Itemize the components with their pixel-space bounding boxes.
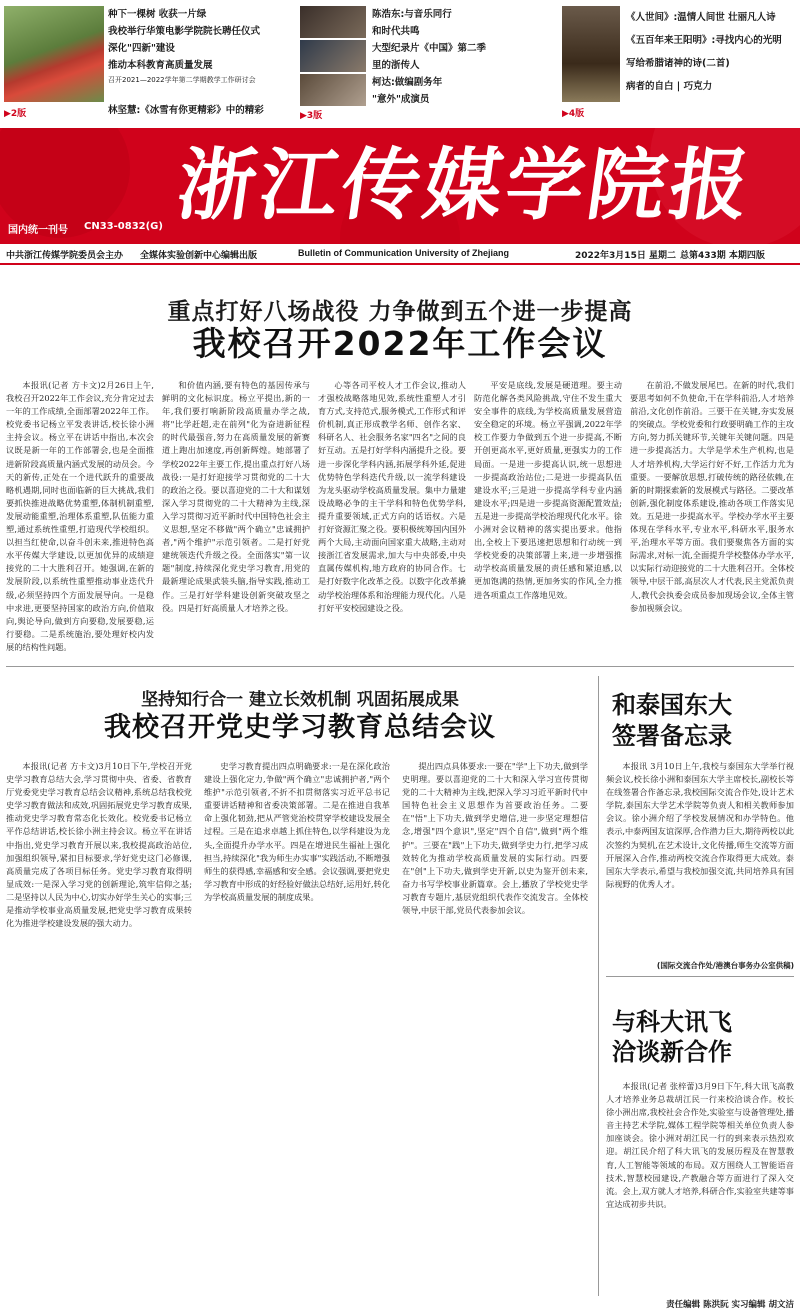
divider (598, 676, 599, 1296)
party-col-3 (402, 760, 588, 1296)
hetai-credit: (国际交流合作处/港澳台事务办公室供稿) (656, 961, 794, 970)
preview-photo-tree-planting (4, 6, 104, 102)
masthead-title: 浙江传媒学院报 (171, 140, 759, 231)
issue-date: 2022年3月15日 星期二 (575, 251, 676, 261)
article-text: 在前沿,不做发展尾巴。在新的时代,我们要思考如何不负使命,干在学科前沿,人才培养前沿,文化创作前沿。三要干在关键,夯实发展的突破点。学校党委和行政要明确工作的主攻方向,努力抓关键环节,关键年关键问题。四是进一步提高活力。大学是学术生产机构,也是人才培养机构,大学运行好不好,工作活力尤为重要。一要解放思想,打破传统的路径依赖,在新的时期探索新的发展模式与路径。二要改革创新,强化制度体系建设,推动各项工作落实见效。五是进一步提高水平。学校办学水平主要体现在学科水平,专业水平,科研水平,服务水平,治理水平等方面。我们要聚焦各方面的实际需求,对标一流,全面提升学校整体办学水平,以实际行动迎接党的二十大胜利召开。全体校领导,中层干部,高层次人才代表,民主党派负责人,教代会执委会成员参加现场会议,全体主管参加视频会议。 (630, 380, 794, 613)
cn-number: CN33-0832(G) (84, 221, 163, 232)
preview-headline[interactable]: 病者的自白 | 巧克力 (626, 81, 713, 92)
preview-photo-screenwriter (300, 74, 366, 106)
preview-middle[interactable] (300, 6, 540, 120)
page-tag-3[interactable]: ▶3版 (300, 111, 323, 120)
article-text: 本报讯(记者 方卡文)3月10日下午,学校召开党史学习教育总结大会,学习贯彻中央、省委、省教育厅党委党史学习教育总结会议精神,系统总结我校党史学习教育做法和成效,巩固拓展党史学习教育成果,推动党史学习教育常态化长效化。校党委书记杨立平作总结讲话,校长徐小洲主持会议。杨立平在讲话中指出,党史学习教育开展以来,我校提高政治站位,加强组织领导,紧扣目标要求,学好党史这门必修课,高质量完成了各项目标任务。党史学习教育取得明显成效:一是深入学习党的创新理论,筑牢信仰之基;二是坚持以人民为中心,切实办好学生关心的实事;三是推动学校事业高质量发展,把党史学习教育成果转化为推进学校建设发展的强大动力。 (6, 761, 192, 929)
lead-col-1 (6, 379, 154, 659)
page-tag-label: 4版 (568, 109, 585, 119)
preview-headline[interactable]: 林坚慧:《冰雪有你更精彩》中的精彩 (108, 105, 264, 116)
issue-number: 总第433期 本期四版 (680, 251, 765, 261)
english-title: Bulletin of Communication University of Zhejiang (298, 248, 510, 258)
issue-label: 国内统一刊号 (8, 225, 68, 236)
article-text: 心等各司平校人才工作会议,推动人才强校战略落地见效,系统性重塑人才引育方式,支持范式,服务模式,工作形式和评价机制,真正形成教学名师、创作名家、科研名人、社会服务名家"四名"之间的良好互动。五是打好学科内涵提升之役。要进一步深化学科内涵,拓展学科外延,促进优势特色学科迭代升级,以一流学科建设为龙头驱动学校高质量发展。集中力量建设战略必争的主干学科和特色优势学科,提升重要领域,正式方向的话语权。六是打好资源汇聚之役。要积极统筹国内国外两个大局,主动面向国家重大战略,主动对接浙江省发展需求,加大与中央部委,中央直属传媒机构,地方政府的协同合作。七是打好数字化改革之役。以数字化改革撬动学校治理体系和治理能力现代化。八是打好平安校园建设之役。 (318, 380, 466, 613)
lead-kicker: 重点打好八场战役 力争做到五个进一步提高 (167, 299, 633, 325)
article-text: 本报讯 3月10日上午,我校与泰国东大学举行视频会议,校长徐小洲和泰国东大学主席校长,副校长等在线签署合作备忘录,我校国际交流合作处,设计艺术学院,泰国东大学艺术学院等负责人和相关教师参加会议。徐小洲介绍了学校发展情况和办学特色。他表示,中泰两国友谊深厚,合作潜力巨大,期待两校以此次签约为契机,在艺术设计,文化传播,师生交流等方面开展深入合作,推动两校交流合作取得更大成效。泰国东大学表示,希望与我校加强交流,共同培养具有国际视野的优秀人才。 (606, 761, 794, 889)
hetai-body (606, 760, 794, 958)
edit-unit: 全媒体实验创新中心编辑出版 (140, 251, 258, 261)
masthead (0, 128, 800, 244)
party-title: 我校召开党史学习教育总结会议 (104, 712, 496, 743)
page-tag-2[interactable]: ▶2版 (4, 109, 27, 119)
page-tag-label: 2版 (10, 109, 27, 119)
lead-col-4 (474, 379, 622, 659)
preview-photo-drama (562, 6, 620, 102)
party-kicker: 坚持知行合一 建立长效机制 巩固拓展成果 (141, 690, 459, 710)
page-tag-4[interactable]: ▶4版 (562, 109, 585, 119)
sponsor: 中共浙江传媒学院委员会主办 (6, 251, 124, 261)
article-text: 本报讯(记者 张梓蕾)3月9日下午,科大讯飞高教人才培养业务总裁胡江民一行来校洽谈合作。校长徐小洲出席,我校社会合作处,实验室与设备管理处,播音主持艺术学院,媒体工程学院等相关单位负责人参加座谈会。徐小洲对胡江民一行的到来表示热烈欢迎。胡江民介绍了科大讯飞的发展历程及在智慧教育,人工智能等领域的布局。双方围绕人工智能语音技术,智慧校园建设,产教融合等方面进行了深入交流。会上,双方就人才培养,科研合作,实验室共建等事宜达成初步共识。 (606, 1081, 794, 1209)
hetai-title: 和泰国东大签署备忘录 (612, 691, 732, 750)
preview-headline[interactable]: 柯达:做编剧务年 (372, 77, 443, 88)
article-text: 平安是底线,发展是硬道理。要主动防范化解各类风险挑战,守住不发生重大安全事件的底线,为学校高质量发展营造安全稳定的环境。杨立平强调,2022年学校工作要力争做到五个进一步提高,不断开创更高水平,更好质量,更强实力的工作局面。一是进一步提高认识,统一思想进一步提高政治站位;二是进一步提高队伍建设水平;三是进一步提高学科专业内涵建设水平;四是进一步提高资源配置效益;五是进一步提高学校治理现代化水平。徐小洲对会议精神的落实提出要求。他指出,全校上下要迅速把思想和行动统一到学校党委的决策部署上来,进一步增强推动学校高质量发展的责任感和紧迫感,以更加饱满的热情,更加务实的作风,全力推进各项重点工作落地见效。 (474, 380, 622, 600)
editor-credit: 责任编辑 陈洪阮 实习编辑 胡文洁 (666, 1300, 794, 1310)
party-col-1 (6, 760, 192, 1296)
preview-headline[interactable]: 里的浙传人 (372, 60, 420, 71)
preview-headline[interactable]: 我校举行华策电影学院院长聘任仪式 (108, 26, 261, 37)
article-text: 本报讯(记者 方卡文)2月26日上午,我校召开2022年工作会议,充分肯定过去一年的工作成绩,全面部署2022年工作。校党委书记杨立平发表讲话,校长徐小洲主持会议。杨立平在讲话中指出,本次会议既是新一年的工作部署会,也是全面推进新阶段高质量内涵式发展的动员会。今天的新传,正处在一个进代跃升的重要战略机遇期,同时也面临新的巨大挑战,我们要抓快推进战略优势重塑,体制机制重塑,发展动能重塑,治理体系重塑,队伍能力重塑,通过系统性重塑,打造现代学校组织。以担当红使命,以奋斗创未来,推进特色高水平传媒大学建设,以更加优异的成绩迎接党的二十大胜利召开。她强调,在新的发展阶段,以系统性重塑推动事业迭代升级,必须坚持四个方面发展导向。一是稳中求进,更要坚持国家的政治方向,价值取向,舆论导向,做到方向要稳,发展要稳,运行要稳。二是系统施治,要处理好校内发展的结构性问题。 (6, 380, 154, 652)
preview-headline[interactable]: 写给希腊诸神的诗(二首) (626, 58, 730, 69)
lead-col-5 (630, 379, 794, 659)
party-col-2 (204, 760, 390, 1296)
preview-headline[interactable]: 大型纪录片《中国》第二季 (372, 43, 487, 54)
divider (6, 666, 794, 667)
divider (606, 976, 794, 977)
preview-headline[interactable]: 和时代共鸣 (372, 26, 420, 37)
preview-headline[interactable]: 陈浩东:与音乐同行 (372, 9, 452, 20)
preview-headline[interactable]: 深化"四新"建设 (108, 43, 175, 54)
preview-photo-documentary (300, 40, 366, 72)
keda-title: 与科大讯飞洽谈新合作 (612, 1008, 732, 1066)
page-tag-label: 3版 (306, 111, 323, 120)
preview-headline[interactable]: 《人世间》:温情人间世 壮丽凡人诗 (626, 12, 776, 23)
preview-right[interactable] (562, 6, 796, 120)
article-text: 史学习教育提出四点明确要求:一是在深化政治建设上强化定力,争做"两个确立"忠诚拥护者,"两个维护"示范引领者,不折不扣贯彻落实习近平总书记重要讲话精神和省委决策部署。二是在推进自我革命上强化韧劲,把从严管党治校贯穿学校建设发展全过程。三是在追求卓越上抓住特色,以学科建设为龙头,全面提升办学水平。四是在增进民生福祉上强化担当,持续深化"我为师生办实事"实践活动,不断增强师生的获得感,幸福感和安全感。会议强调,要把党史学习教育中形成的好经验好做法总结好,运用好,转化为学校高质量发展的制度成果。 (204, 761, 390, 902)
article-text: 和价值内涵,要有特色的基因传承与鲜明的文化标识度。杨立平提出,新的一年,我们要打响新阶段高质量办学之战,将"比学赶超,走在前列"化为奋进新征程的时代最强音,努力在高质量发展的新赛道上跑出加速度,再创新辉煌。她部署了学校2022年主要工作,提出重点打好八场战役:一是打好迎接学习贯彻党的二十大的政治之役。要以喜迎党的二十大和谋划深入学习贯彻党的二十大精神为主线,深入学习贯彻习近平新时代中国特色社会主义思想,坚定不移做"两个确立"忠诚拥护者,"两个维护"示范引领者。二是打好党建统领迭代升级之役。全面落实"第一议题"制度,持续深化党史学习教育,用党的最新理论成果武装头脑,指导实践,推动工作。三是打好学科建设创新突破攻坚之役。四是打好高质量人才培养之役。 (162, 380, 310, 613)
lead-title: 我校召开2022年工作会议 (192, 324, 608, 363)
preview-photo-musician (300, 6, 366, 38)
article-text: 提出四点具体要求:一要在"学"上下功夫,做到学史明理。要以喜迎党的二十大和深入学习宣传贯彻党的二十大精神为主线,把深入学习习近平新时代中国特色社会主义思想作为首要政治任务。二要在"悟"上下功夫,做到学史增信,进一步坚定理想信念,增强"四个意识",坚定"四个自信",做到"两个维护"。三要在"践"上下功夫,做到学史力行,把学习成效转化为推动学校高质量发展的实际行动。四要在"创"上下功夫,做到学史开新,以史为鉴开创未来,奋力书写学校事业新篇章。会上,播放了学校党史学习教育专题片,基层党组织代表作交流发言。全体校领导,中层干部,党员代表参加会议。 (402, 761, 588, 916)
lead-col-3 (318, 379, 466, 659)
preview-headline[interactable]: 《五百年来王阳明》:寻找内心的光明 (626, 35, 782, 46)
info-bar (0, 245, 800, 265)
preview-subline: 召开2021—2022学年第二学期教学工作研讨会 (108, 76, 256, 84)
keda-body (606, 1080, 794, 1290)
preview-left[interactable] (4, 6, 266, 120)
preview-headline[interactable]: "意外"成演员 (372, 94, 430, 105)
preview-headline[interactable]: 种下一棵树 收获一片绿 (108, 9, 207, 20)
lead-col-2 (162, 379, 310, 659)
preview-headline[interactable]: 推动本科教育高质量发展 (108, 60, 213, 71)
